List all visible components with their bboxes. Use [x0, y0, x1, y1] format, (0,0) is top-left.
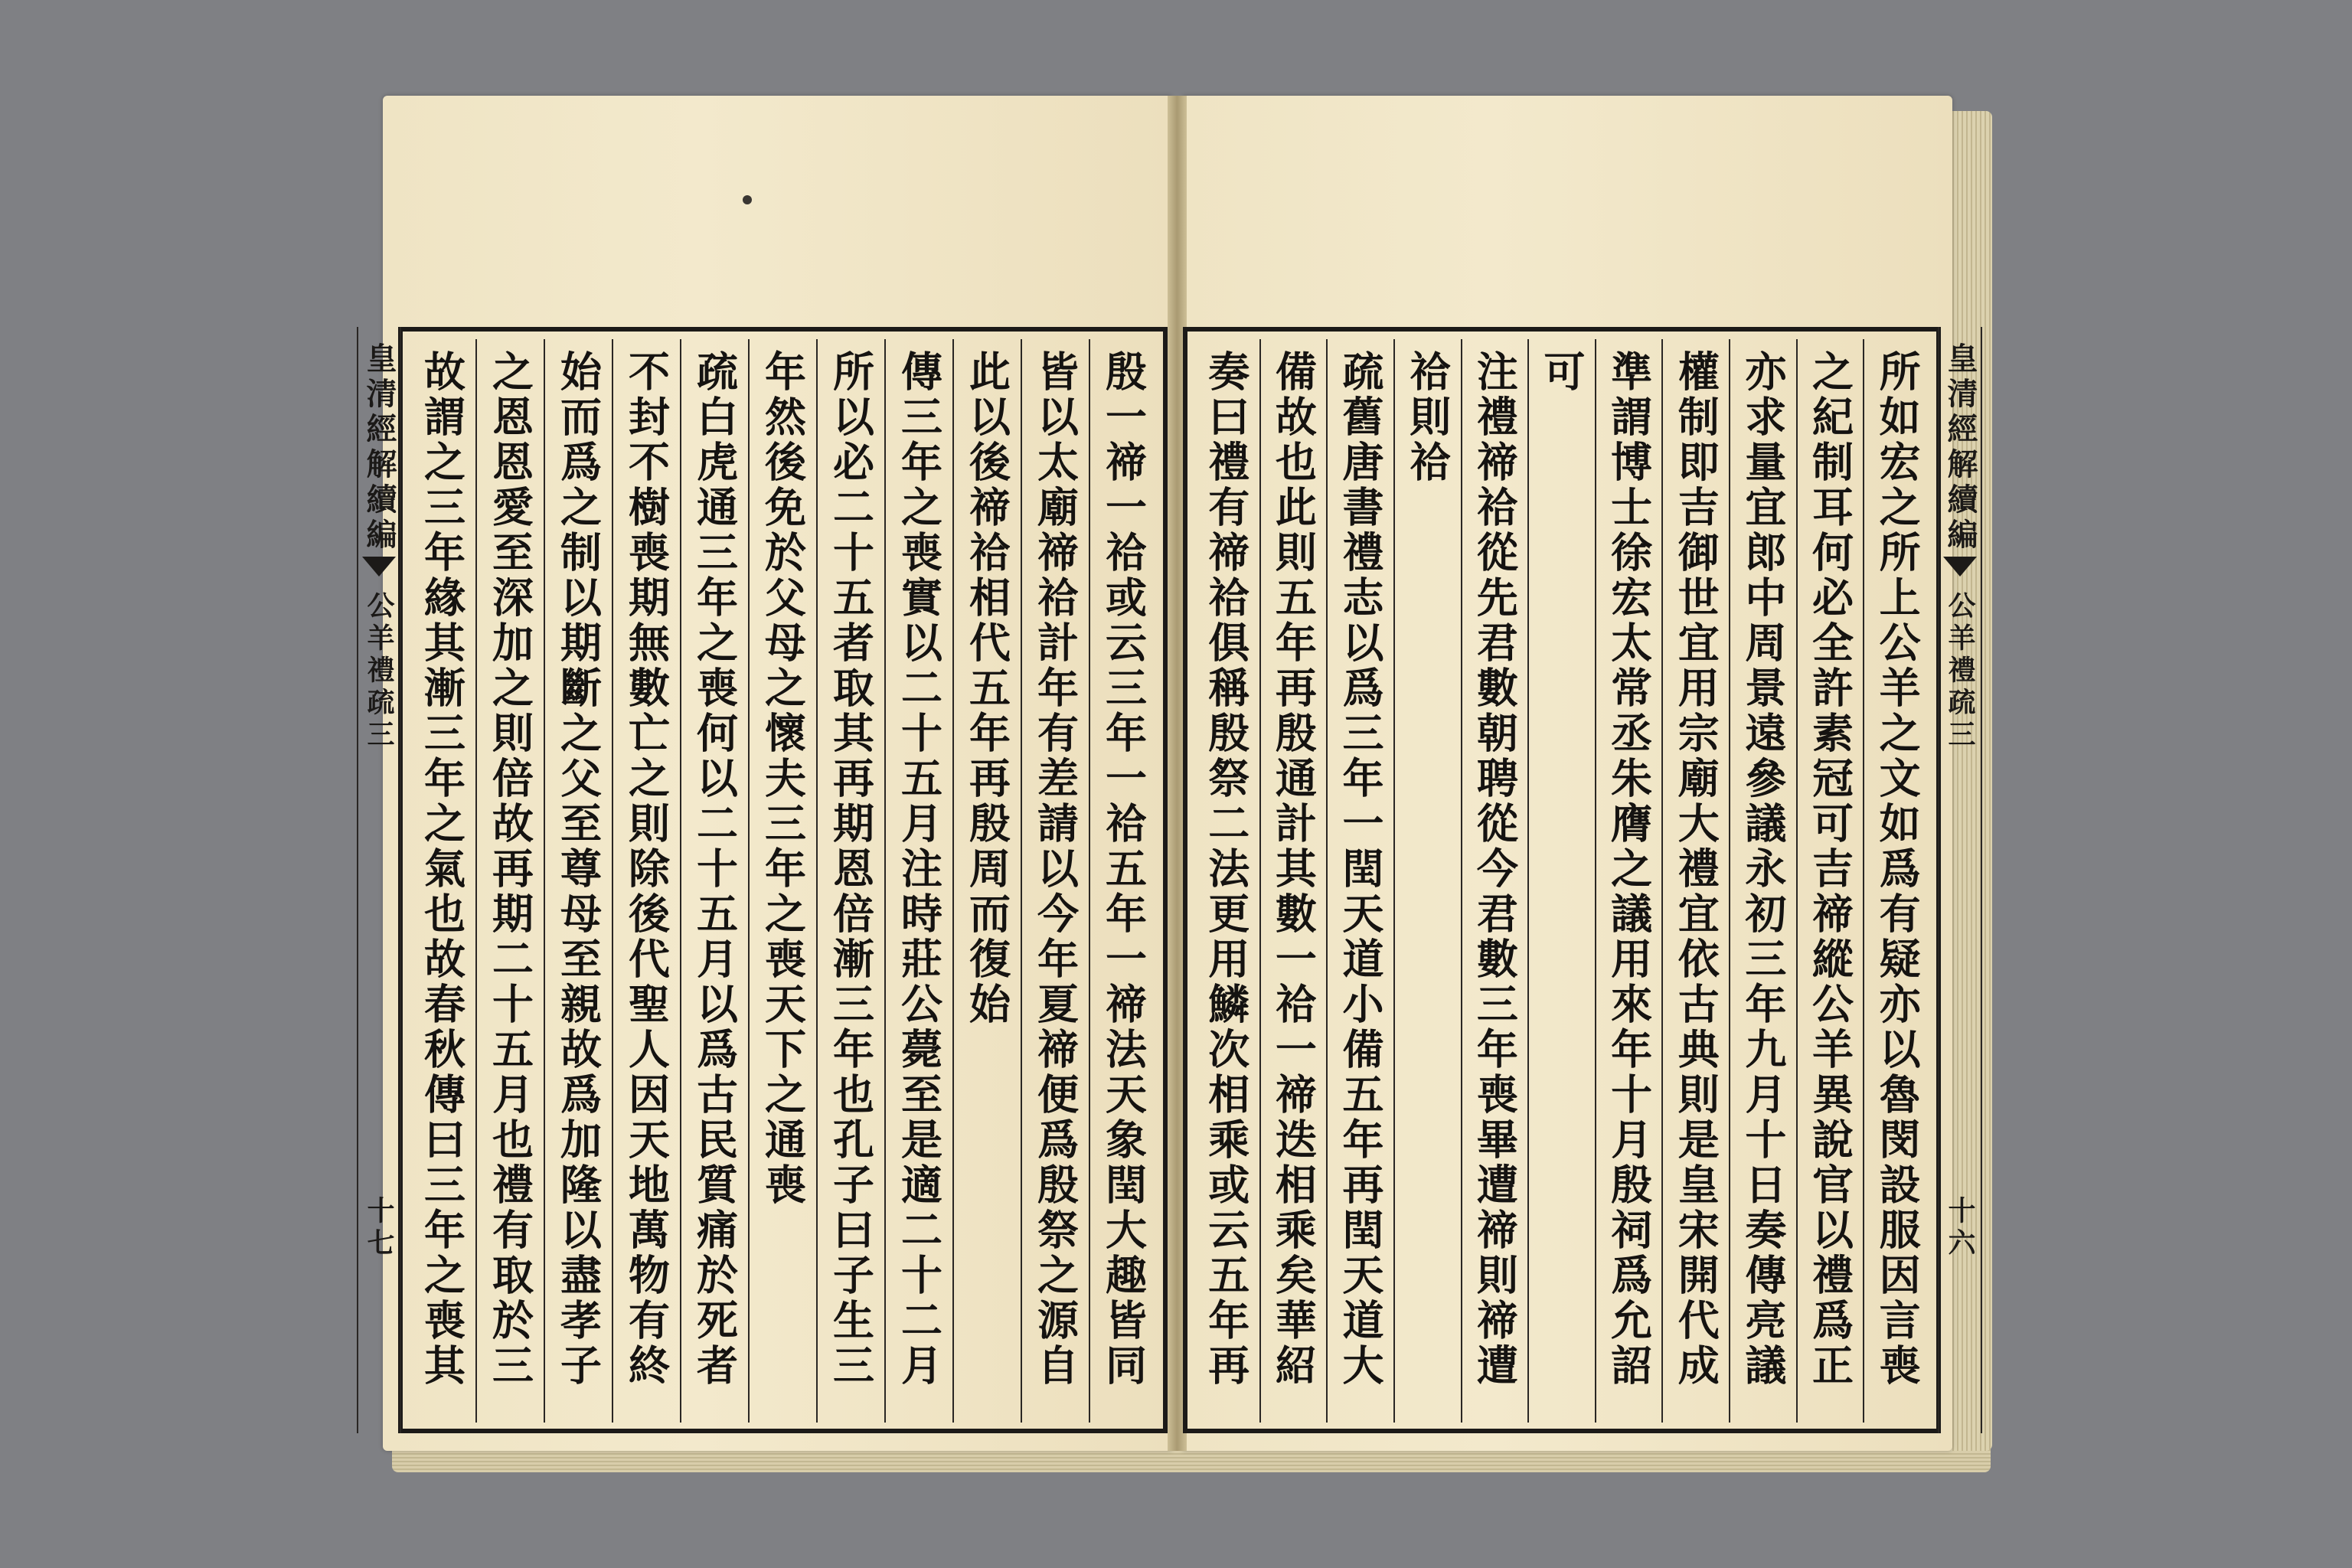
margin-title: 皇清經解續編: [361, 342, 397, 554]
column-text: 皆以太廟禘祫計年有差請以今年夏禘便爲殷祭之源自: [1031, 350, 1080, 1389]
text-column: [748, 339, 816, 1423]
text-column: [952, 339, 1021, 1423]
margin-title: 皇清經解續編: [1942, 342, 1978, 554]
column-text: 傳三年之喪實以二十五月注時莊公薨至是適二十二月: [894, 350, 944, 1389]
column-text: 此以後禘祫相代五年再殷周而復始: [962, 350, 1012, 1027]
left-margin-strip: [357, 327, 401, 1433]
column-text: 故謂之三年緣其漸三年之氣也故春秋傳曰三年之喪其: [417, 350, 467, 1389]
text-column: [1259, 339, 1327, 1423]
right-margin-strip: [1938, 327, 1982, 1433]
left-columns: [409, 339, 1157, 1423]
column-text: 所如宏之所上公羊之文如爲有疑亦以魯閔設服因言喪: [1873, 350, 1922, 1389]
text-column: [1194, 339, 1259, 1423]
text-column: [1461, 339, 1528, 1423]
text-column: [1021, 339, 1089, 1423]
margin-folio: 十六: [1944, 1196, 1976, 1260]
margin-folio: 十七: [363, 1196, 395, 1260]
text-column: [1729, 339, 1796, 1423]
column-text: 殷一禘一祫或云三年一祫五年一禘法天象閏大趣皆同: [1099, 350, 1148, 1389]
fish-tail-mark: [362, 557, 396, 577]
column-text: 權制即吉御世宜用宗廟大禮宜依古典則是皇宋開代成: [1671, 350, 1721, 1389]
open-book: [361, 96, 1991, 1470]
column-text: 年然後免於父母之懷夫三年之喪天下之通喪: [758, 350, 808, 1208]
column-text: 備故也此則五年再殷通計其數一祫一禘迭相乘矣華紹: [1269, 350, 1318, 1389]
column-text: 疏白虎通三年之喪何以二十五月以爲古民質痛於死者: [690, 350, 740, 1389]
column-text: 之恩恩愛至深加之則倍故再期二十五月也禮有取於三: [485, 350, 535, 1389]
column-text: 注禮禘祫從先君數朝聘從今君數三年喪畢遭禘則禘遭: [1470, 350, 1520, 1389]
text-column: [1527, 339, 1595, 1423]
text-column: [544, 339, 612, 1423]
column-text: 祫則祫: [1403, 350, 1452, 485]
text-column: [1796, 339, 1864, 1423]
column-text: 始而爲之制以期斷之父至尊母至親故爲加隆以盡孝子: [554, 350, 603, 1389]
text-column: [816, 339, 884, 1423]
left-text-frame: [361, 327, 1168, 1433]
text-column: [884, 339, 952, 1423]
margin-section: 公羊禮疏三: [363, 591, 395, 752]
column-text: 之紀制耳何必全許素冠可吉禘縱公羊異說官以禮爲正: [1805, 350, 1855, 1389]
text-column: [680, 339, 748, 1423]
right-text-frame: [1183, 327, 1978, 1433]
column-text: 亦求量宜郎中周景遠參議永初三年九月十日奏傳亮議: [1738, 350, 1788, 1389]
text-column: [1393, 339, 1461, 1423]
text-column: [1326, 339, 1393, 1423]
text-column: [409, 339, 475, 1423]
text-column: [1661, 339, 1729, 1423]
column-text: 奏曰禮有禘祫俱稱殷祭二法更用鱗次相乘或云五年再: [1201, 350, 1251, 1389]
column-text: 準謂博士徐宏太常丞朱膺之議用來年十月殷祠爲允詔: [1604, 350, 1654, 1389]
column-text: 不封不樹喪期無數亡之則除後代聖人因天地萬物有終: [622, 350, 671, 1389]
right-columns: [1194, 339, 1930, 1423]
margin-section: 公羊禮疏三: [1944, 591, 1976, 752]
text-column: [475, 339, 544, 1423]
text-column: [1089, 339, 1157, 1423]
column-text: 可: [1537, 350, 1586, 395]
text-column: [612, 339, 680, 1423]
fish-tail-mark: [1943, 557, 1977, 577]
ink-spot: [743, 195, 752, 204]
text-column: [1595, 339, 1662, 1423]
column-text: 疏舊唐書禮志以爲三年一閏天道小備五年再閏天道大: [1336, 350, 1386, 1389]
column-text: 所以必二十五者取其再期恩倍漸三年也孔子曰子生三: [826, 350, 876, 1389]
text-column: [1863, 339, 1930, 1423]
